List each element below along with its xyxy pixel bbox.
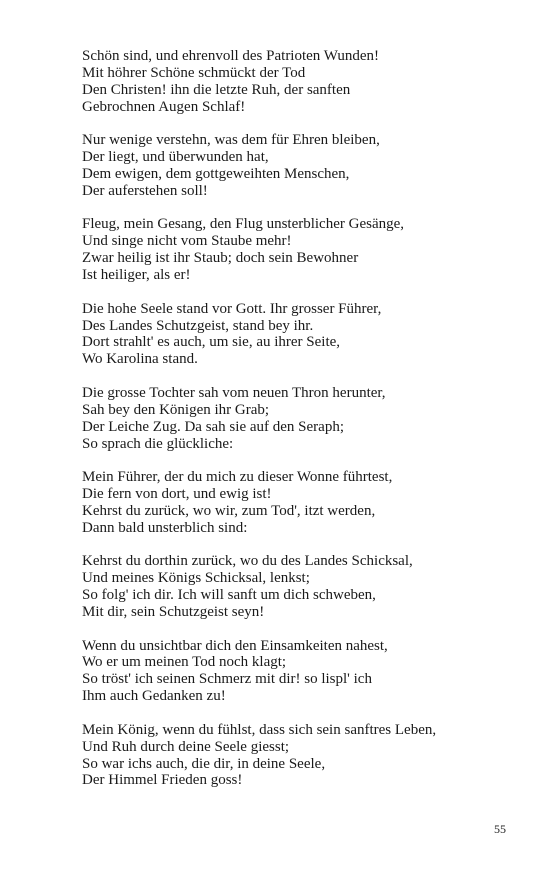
page-number: 55 [494, 822, 506, 836]
verse-line: So sprach die glückliche: [82, 435, 234, 452]
stanza-7 [82, 553, 522, 621]
stanza-9 [82, 722, 522, 790]
verse-line: Wo er um meinen Tod noch klagt; [82, 654, 287, 671]
verse-line: So folg' ich dir. Ich will sanft um dich schweben, [82, 587, 376, 604]
verse-line: Der Leiche Zug. Da sah sie auf den Seraph; [82, 418, 344, 435]
verse-line: Den Christen! ihn die letzte Ruh, der sanften [82, 81, 351, 98]
verse-line: Kehrst du dorthin zurück, wo du des Landes Schicksal, [82, 553, 413, 570]
stanza-4 [82, 301, 522, 369]
verse-line: Die hohe Seele stand vor Gott. Ihr grosser Führer, [82, 300, 382, 317]
stanza-8 [82, 638, 522, 706]
stanza-1 [82, 48, 522, 116]
stanza-2 [82, 132, 522, 200]
stanza-6 [82, 469, 522, 537]
verse-line: Wo Karolina stand. [82, 351, 198, 368]
poem-text [82, 48, 522, 806]
verse-line: Schön sind, und ehrenvoll des Patrioten Wunden! [82, 48, 379, 64]
verse-line: Fleug, mein Gesang, den Flug unsterblicher Gesänge, [82, 216, 405, 233]
verse-line: Und Ruh durch deine Seele giesst; [82, 738, 290, 755]
verse-line: Mein Führer, der du mich zu dieser Wonne führtest, [82, 469, 393, 486]
stanza-3 [82, 216, 522, 284]
verse-line: Die fern von dort, und ewig ist! [82, 486, 272, 502]
verse-line: Der Himmel Frieden goss! [82, 772, 243, 789]
verse-line: Sah bey den Königen ihr Grab; [82, 401, 270, 418]
verse-line: Dann bald unsterblich sind: [82, 519, 248, 536]
verse-line: Ist heiliger, als er! [82, 267, 191, 284]
verse-line: Der auferstehen soll! [82, 182, 208, 199]
verse-line: Ihm auch Gedanken zu! [82, 688, 226, 705]
verse-line: Des Landes Schutzgeist, stand bey ihr. [82, 317, 314, 334]
stanza-5 [82, 385, 522, 453]
verse-line: Gebrochnen Augen Schlaf! [82, 98, 246, 115]
verse-line: Nur wenige verstehn, was dem für Ehren bleiben, [82, 132, 380, 149]
verse-line: Dem ewigen, dem gottgeweihten Menschen, [82, 166, 350, 183]
verse-line: Und singe nicht vom Staube mehr! [82, 233, 292, 250]
verse-line: Wenn du unsichtbar dich den Einsamkeiten nahest, [82, 637, 388, 654]
verse-line: Mein König, wenn du fühlst, dass sich sein sanftres Leben, [82, 721, 437, 738]
verse-line: Die grosse Tochter sah vom neuen Thron herunter, [82, 384, 386, 401]
verse-line: So war ichs auch, die dir, in deine Seele, [82, 755, 326, 772]
verse-line: Kehrst du zurück, wo wir, zum Tod', itzt werden, [82, 502, 376, 519]
verse-line: So tröst' ich seinen Schmerz mit dir! so lispl' ich [82, 671, 372, 688]
verse-line: Und meines Königs Schicksal, lenkst; [82, 570, 310, 587]
verse-line: Mit höhrer Schöne schmückt der Tod [82, 64, 306, 81]
verse-line: Dort strahlt' es auch, um sie, au ihrer Seite, [82, 334, 341, 351]
verse-line: Mit dir, sein Schutzgeist seyn! [82, 604, 265, 621]
verse-line: Zwar heilig ist ihr Staub; doch sein Bewohner [82, 250, 359, 267]
verse-line: Der liegt, und überwunden hat, [82, 149, 269, 166]
